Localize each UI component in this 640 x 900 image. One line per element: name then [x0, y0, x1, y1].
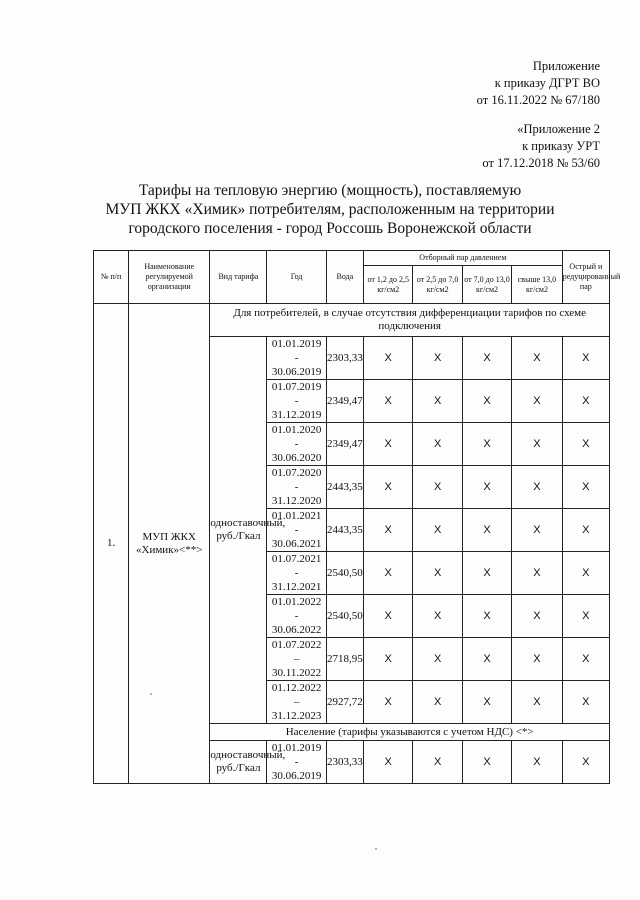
x-mark-cell: Х	[562, 552, 609, 595]
x-mark-cell: Х	[413, 741, 462, 784]
x-mark-cell: Х	[562, 681, 609, 724]
period-to: 31.12.2019	[271, 409, 322, 421]
period-to: 30.06.2020	[271, 452, 322, 464]
scan-speck	[375, 848, 377, 850]
x-mark-cell: Х	[562, 466, 609, 509]
period-from: 01.07.2019	[271, 381, 322, 393]
x-mark-cell: Х	[562, 337, 609, 380]
appendix-header	[477, 58, 600, 109]
header-num: № п/п	[94, 251, 129, 304]
x-mark-cell: Х	[512, 638, 563, 681]
period-to: 30.06.2019	[271, 366, 322, 378]
x-mark-cell: Х	[512, 681, 563, 724]
period-from: 01.01.2019	[271, 338, 322, 350]
appendix-line-3: от 16.11.2022 № 67/180	[476, 93, 600, 107]
header-steam-3: от 7,0 до 13,0 кг/см2	[462, 266, 511, 304]
x-mark-cell: Х	[512, 380, 563, 423]
section-title-population: Население (тарифы указываются с учетом НДС) <*>	[210, 724, 610, 741]
x-mark-cell: Х	[462, 509, 511, 552]
period-to: 31.12.2023	[271, 710, 322, 722]
header-steam-group: Отборный пар давлением	[364, 251, 563, 266]
x-mark-cell: Х	[562, 741, 609, 784]
x-mark-cell: Х	[413, 423, 462, 466]
tariff-kind-population: одноставочный, руб./Гкал	[210, 741, 267, 784]
period-cell	[267, 509, 326, 552]
period-sep: -	[294, 610, 299, 622]
x-mark-cell: Х	[462, 423, 511, 466]
period-cell	[267, 638, 326, 681]
water-price: 2443,35	[326, 466, 363, 509]
water-price: 2349,47	[326, 380, 363, 423]
x-mark-cell: Х	[413, 595, 462, 638]
x-mark-cell: Х	[364, 552, 413, 595]
x-mark-cell: Х	[462, 595, 511, 638]
header-steam-1: от 1,2 до 2,5 кг/см2	[364, 266, 413, 304]
x-mark-cell: Х	[364, 380, 413, 423]
appendix-line-2: к приказу ДГРТ ВО	[494, 76, 600, 90]
period-sep: -	[294, 756, 299, 768]
header-steam-4: свыше 13,0 кг/см2	[512, 266, 563, 304]
period-cell	[267, 741, 326, 784]
water-price: 2303,33	[326, 337, 363, 380]
scan-speck	[150, 693, 152, 695]
period-cell	[267, 466, 326, 509]
appendix2-header	[482, 121, 600, 172]
x-mark-cell: Х	[512, 595, 563, 638]
period-from: 01.01.2021	[271, 510, 322, 522]
document-title	[80, 181, 580, 238]
period-from: 01.01.2020	[271, 424, 322, 436]
period-from: 01.12.2022	[271, 682, 322, 694]
x-mark-cell: Х	[562, 509, 609, 552]
x-mark-cell: Х	[364, 595, 413, 638]
x-mark-cell: Х	[512, 423, 563, 466]
period-from: 01.01.2019	[271, 742, 322, 754]
period-cell	[267, 595, 326, 638]
header-kind: Вид тарифа	[210, 251, 267, 304]
header-year: Год	[267, 251, 326, 304]
x-mark-cell: Х	[462, 380, 511, 423]
tariff-kind: одноставочный, руб./Гкал	[210, 337, 267, 724]
x-mark-cell: Х	[364, 741, 413, 784]
x-mark-cell: Х	[413, 552, 462, 595]
x-mark-cell: Х	[512, 509, 563, 552]
appendix-line-1: Приложение	[532, 59, 600, 73]
period-to: 30.11.2022	[272, 667, 322, 679]
title-line-1: Тарифы на тепловую энергию (мощность), поставляемую	[138, 182, 522, 199]
water-price: 2349,47	[326, 423, 363, 466]
x-mark-cell: Х	[562, 595, 609, 638]
period-cell	[267, 681, 326, 724]
x-mark-cell: Х	[413, 337, 462, 380]
water-price: 2540,50	[326, 595, 363, 638]
period-cell	[267, 423, 326, 466]
organization-name: МУП ЖКХ «Химик»<**>	[129, 304, 210, 784]
period-to: 31.12.2021	[271, 581, 322, 593]
water-price: 2443,35	[326, 509, 363, 552]
x-mark-cell: Х	[512, 466, 563, 509]
period-cell	[267, 380, 326, 423]
period-to: 31.12.2020	[271, 495, 322, 507]
appendix2-line-1: «Приложение 2	[517, 122, 600, 136]
water-price: 2927,72	[326, 681, 363, 724]
x-mark-cell: Х	[512, 741, 563, 784]
x-mark-cell: Х	[462, 638, 511, 681]
table-body	[94, 304, 610, 784]
period-from: 01.01.2022	[271, 596, 322, 608]
water-price: 2303,33	[326, 741, 363, 784]
x-mark-cell: Х	[364, 638, 413, 681]
header-steam-2: от 2,5 до 7,0 кг/см2	[413, 266, 462, 304]
x-mark-cell: Х	[462, 552, 511, 595]
x-mark-cell: Х	[462, 741, 511, 784]
title-line-3: городского поселения - город Россошь Воронежской области	[128, 220, 532, 237]
x-mark-cell: Х	[562, 638, 609, 681]
period-sep: -	[294, 567, 299, 579]
appendix2-line-2: к приказу УРТ	[522, 139, 600, 153]
x-mark-cell: Х	[462, 337, 511, 380]
x-mark-cell: Х	[413, 380, 462, 423]
x-mark-cell: Х	[364, 423, 413, 466]
period-sep: –	[293, 653, 300, 665]
x-mark-cell: Х	[413, 509, 462, 552]
x-mark-cell: Х	[562, 380, 609, 423]
row-number: 1.	[94, 304, 129, 784]
section-title-general: Для потребителей, в случае отсутствия дифференциации тарифов по схеме подключения	[210, 304, 610, 337]
period-cell	[267, 552, 326, 595]
tariff-table	[93, 250, 621, 784]
period-sep: -	[294, 438, 299, 450]
title-line-2: МУП ЖКХ «Химик» потребителям, расположенным на территории	[105, 201, 555, 218]
water-price: 2540,50	[326, 552, 363, 595]
x-mark-cell: Х	[364, 509, 413, 552]
period-to: 30.06.2022	[271, 624, 322, 636]
period-sep: -	[294, 481, 299, 493]
period-to: 30.06.2019	[271, 770, 322, 782]
period-sep: –	[293, 696, 300, 708]
period-to: 30.06.2021	[271, 538, 322, 550]
x-mark-cell: Х	[413, 681, 462, 724]
period-cell	[267, 337, 326, 380]
header-org: Наименование регулируемой организации	[129, 251, 210, 304]
x-mark-cell: Х	[562, 423, 609, 466]
header-water: Вода	[326, 251, 363, 304]
x-mark-cell: Х	[462, 681, 511, 724]
x-mark-cell: Х	[364, 337, 413, 380]
water-price: 2718,95	[326, 638, 363, 681]
period-from: 01.07.2022	[271, 639, 322, 651]
appendix2-line-3: от 17.12.2018 № 53/60	[482, 156, 600, 170]
x-mark-cell: Х	[512, 337, 563, 380]
x-mark-cell: Х	[364, 466, 413, 509]
period-sep: -	[294, 395, 299, 407]
x-mark-cell: Х	[413, 466, 462, 509]
period-from: 01.07.2020	[271, 467, 322, 479]
x-mark-cell: Х	[462, 466, 511, 509]
x-mark-cell: Х	[364, 681, 413, 724]
x-mark-cell: Х	[413, 638, 462, 681]
x-mark-cell: Х	[512, 552, 563, 595]
period-sep: -	[294, 352, 299, 364]
period-sep: -	[294, 524, 299, 536]
period-from: 01.07.2021	[271, 553, 322, 565]
header-sharp-steam: Острый и редуцированный пар	[562, 251, 609, 304]
